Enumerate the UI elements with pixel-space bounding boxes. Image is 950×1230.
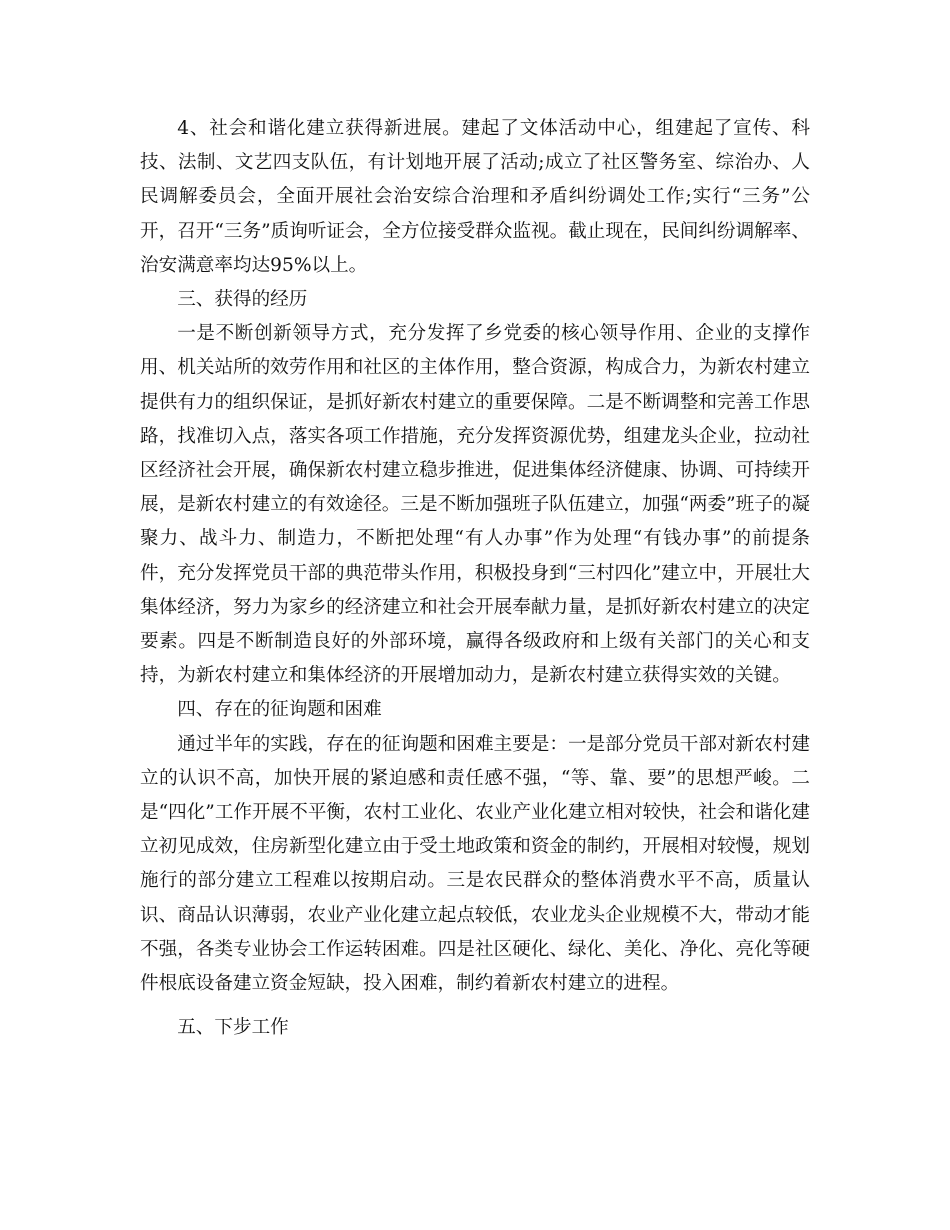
paragraph-spacer (140, 1001, 810, 1011)
paragraph-problems: 通过半年的实践，存在的征询题和困难主要是：一是部分党员干部对新农村建立的认识不高，加快开展的紧迫感和责任感不强，“等、靠、要”的思想严峻。二是“四化”工作开展不平衡，农村工业化、农业产业化建立相对较快，社会和谐化建立初见成效，住房新型化建立由于受土地政策和资金的制约，开展相对较慢，规划施行的部分建立工程难以按期启动。三是农民群众的整体消费水平不高，质量认识、商品认识薄弱，农业产业化建立起点较低，农业龙头企业规模不大，带动才能不强，各类专业协会工作运转困难。四是社区硬化、绿化、美化、净化、亮化等硬件根底设备建立资金短缺，投入困难，制约着新农村建立的进程。 (140, 733, 810, 995)
paragraph-experience: 一是不断创新领导方式，充分发挥了乡党委的核心领导作用、企业的支撑作用、机关站所的效劳作用和社区的主体作用，整合资源，构成合力，为新农村建立提供有力的组织保证，是抓好新农村建立的重要保障。二是不断调整和完善工作思路，找准切入点，落实各项工作措施，充分发挥资源优势，组建龙头企业，拉动社区经济社会开展，确保新农村建立稳步推进，促进集体经济健康、协调、可持续开展，是新农村建立的有效途径。三是不断加强班子队伍建立，加强“两委”班子的凝聚力、战斗力、制造力，不断把处理“有人办事”作为处理“有钱办事”的前提条件，充分发挥党员干部的典范带头作用，积极投身到“三村四化”建立中，开展壮大集体经济，努力为家乡的经济建立和社会开展奉献力量，是抓好新农村建立的决定要素。四是不断制造良好的外部环境，赢得各级政府和上级有关部门的关心和支持，为新农村建立和集体经济的开展增加动力，是新农村建立获得实效的关键。 (140, 323, 810, 687)
paragraph-social-harmony: 4、社会和谐化建立获得新进展。建起了文体活动中心，组建起了宣传、科技、法制、文艺四支队伍，有计划地开展了活动;成立了社区警务室、综治办、人民调解委员会，全面开展社会治安综合治理和矛盾纠纷调处工作;实行“三务”公开，召开“三务”质询听证会，全方位接受群众监视。截止现在，民间纠纷调解率、治安满意率均达95%以上。 (140, 118, 810, 276)
section-heading-experience: 三、获得的经历 (177, 289, 308, 311)
document-body (140, 112, 810, 1045)
section-heading-next-steps: 五、下步工作 (177, 1017, 289, 1039)
section-heading-problems: 四、存在的征询题和困难 (177, 699, 382, 721)
